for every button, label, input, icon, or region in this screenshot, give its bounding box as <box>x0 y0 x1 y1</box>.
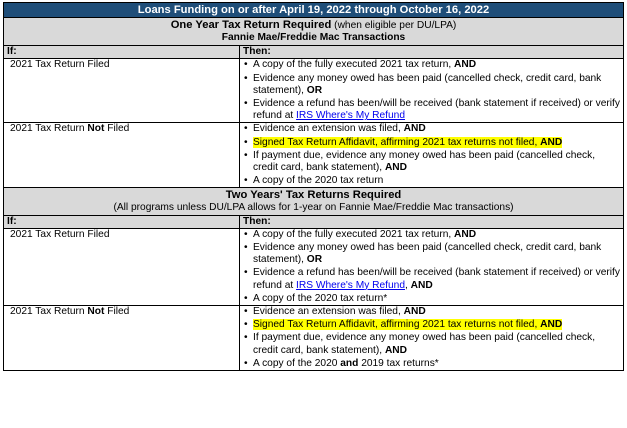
list-item <box>243 150 620 174</box>
requirements-list <box>243 306 620 370</box>
list-item <box>243 59 620 71</box>
item-text: A copy of the 2020 tax return* <box>253 292 388 304</box>
item-text: Evidence a refund has been/will be received (bank statement if received) or verify refund at <box>253 267 620 291</box>
item-text: Evidence any money owed has been paid (cancelled check, credit card, bank statement), <box>253 242 602 266</box>
section-two-subtitle: (All programs unless DU/LPA allows for 1-year on Fannie Mae/Freddie Mac transactions) <box>113 201 514 213</box>
item-text: A copy of the 2020 tax return <box>253 175 384 187</box>
condition-cell <box>4 59 240 123</box>
col-then-header: Then: <box>240 215 624 228</box>
condition-cell <box>4 306 240 371</box>
item-conjunction: and <box>340 357 359 369</box>
list-item <box>243 242 620 266</box>
item-conjunction: AND <box>454 59 477 71</box>
list-item <box>243 332 620 356</box>
col-if-header: If: <box>4 215 240 228</box>
requirements-cell <box>240 306 624 371</box>
section-two-column-header <box>4 215 624 228</box>
requirements-table <box>3 2 624 371</box>
item-text: Signed Tax Return Affidavit, affirming 2021 tax returns not filed, <box>253 319 541 331</box>
item-text: A copy of the 2020 <box>253 357 341 369</box>
item-text: Evidence an extension was filed, <box>253 123 404 135</box>
item-text: Evidence a refund has been/will be received (bank statement if received) or verify refund at <box>253 98 620 122</box>
requirements-cell <box>240 123 624 188</box>
condition-text-end: Filed <box>104 306 130 318</box>
item-conjunction: OR <box>306 84 323 96</box>
col-if-header: If: <box>4 46 240 59</box>
condition-text-end: Filed <box>104 123 130 135</box>
table-row <box>4 228 624 305</box>
section-one-subtitle: Fannie Mae/Freddie Mac Transactions <box>221 32 406 44</box>
section-one-note: (when eligible per DU/LPA) <box>331 20 457 31</box>
condition-text: 2021 Tax Return <box>10 123 88 135</box>
section-two-heading <box>4 188 624 215</box>
condition-cell <box>4 123 240 188</box>
irs-refund-link[interactable]: IRS Where's My Refund <box>296 279 405 291</box>
item-conjunction: AND <box>384 344 408 356</box>
list-item-highlighted <box>243 137 620 149</box>
condition-text: 2021 Tax Return Filed <box>10 228 110 240</box>
condition-emphasis: Not <box>87 123 105 135</box>
list-item <box>243 293 620 305</box>
section-one-heading <box>4 18 624 46</box>
item-text: A copy of the fully executed 2021 tax return, <box>253 228 455 240</box>
item-conjunction: AND <box>540 319 563 331</box>
table-row <box>4 306 624 371</box>
requirements-list <box>243 123 620 187</box>
item-conjunction: AND <box>403 123 426 135</box>
item-conjunction: AND <box>410 279 433 291</box>
requirements-list <box>243 59 620 122</box>
list-item <box>243 358 620 370</box>
title-row <box>4 3 624 18</box>
list-item-highlighted <box>243 319 620 331</box>
list-item <box>243 98 620 122</box>
section-two-title: Two Years' Tax Returns Required <box>225 189 402 202</box>
table-row <box>4 59 624 123</box>
list-item <box>243 306 620 318</box>
item-text: Evidence an extension was filed, <box>253 306 404 318</box>
condition-text: 2021 Tax Return <box>10 306 88 318</box>
condition-emphasis: Not <box>87 306 105 318</box>
item-conjunction: AND <box>540 136 563 148</box>
item-text: If payment due, evidence any money owed has been paid (cancelled check, credit card, bank statement), <box>253 149 596 174</box>
list-item <box>243 175 620 187</box>
section-one-heading-row <box>4 18 624 46</box>
condition-cell <box>4 228 240 305</box>
item-conjunction: AND <box>454 228 477 240</box>
item-conjunction: OR <box>306 254 323 266</box>
table-row <box>4 123 624 188</box>
list-item: • Evidence a refund has been/will be received (bank statement if received) or verify refund at IRS Where's My Refund, AND <box>243 267 620 291</box>
section-one-title-line <box>7 19 620 32</box>
item-conjunction: AND <box>403 306 426 318</box>
loan-tax-requirements <box>3 2 623 371</box>
item-text: A copy of the fully executed 2021 tax return, <box>253 59 455 71</box>
irs-refund-link[interactable]: IRS Where's My Refund <box>296 110 405 122</box>
requirements-cell <box>240 228 624 305</box>
item-text-end: 2019 tax returns* <box>358 357 439 369</box>
requirements-list <box>243 229 620 305</box>
item-text: If payment due, evidence any money owed has been paid (cancelled check, credit card, bank statement), <box>253 332 596 356</box>
requirements-cell <box>240 59 624 123</box>
col-then-header: Then: <box>240 46 624 59</box>
item-conjunction: AND <box>384 162 408 174</box>
list-item <box>243 229 620 241</box>
list-item <box>243 123 620 135</box>
section-two-heading-row <box>4 188 624 215</box>
section-one-title: One Year Tax Return Required <box>170 19 332 31</box>
item-text: Signed Tax Return Affidavit, affirming 2021 tax returns not filed, <box>253 136 541 148</box>
condition-text: 2021 Tax Return Filed <box>10 59 110 71</box>
list-item <box>243 73 620 97</box>
table-title: Loans Funding on or after April 19, 2022 through October 16, 2022 <box>4 3 624 18</box>
item-text: Evidence any money owed has been paid (cancelled check, credit card, bank statement), <box>253 72 602 96</box>
section-one-column-header <box>4 46 624 59</box>
